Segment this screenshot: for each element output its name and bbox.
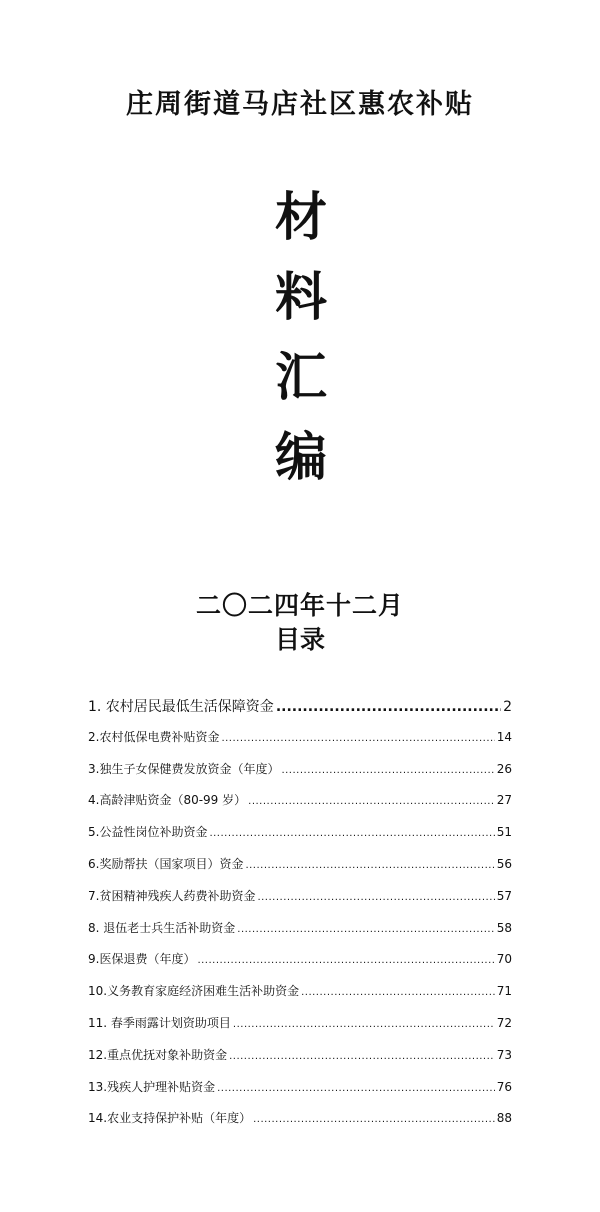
toc-entry-page: 72 — [496, 1015, 512, 1030]
toc-leader-dots — [281, 765, 494, 776]
toc-entry[interactable] — [88, 950, 512, 982]
toc-entry-page: 76 — [496, 1079, 512, 1094]
toc-entry[interactable] — [88, 823, 512, 855]
toc-entry-page: 2 — [503, 699, 512, 715]
toc-leader-dots — [237, 924, 494, 935]
toc-leader-dots — [221, 733, 494, 744]
title-char: 材 — [274, 187, 327, 248]
toc-leader-dots — [245, 860, 494, 871]
toc-leader-dots — [257, 892, 494, 903]
toc-entry[interactable] — [88, 791, 512, 823]
toc-entry-title: 2.农村低保电费补贴资金 — [88, 729, 220, 744]
toc-entry-title: 3.独生子女保健费发放资金（年度） — [88, 761, 280, 776]
toc-entry-page: 73 — [496, 1047, 512, 1062]
document-date: 二〇二四年十二月 — [195, 591, 404, 620]
toc-entry-page: 58 — [496, 920, 512, 935]
toc-entry[interactable] — [88, 1014, 512, 1046]
title-char: 编 — [274, 427, 327, 488]
title-char: 料 — [274, 267, 327, 328]
table-of-contents — [88, 696, 512, 1141]
toc-entry-title: 10.义务教育家庭经济困难生活补助资金 — [88, 984, 300, 999]
toc-entry[interactable] — [88, 855, 512, 887]
toc-entry[interactable] — [88, 1109, 512, 1141]
toc-entry-title: 7.贫困精神残疾人药费补助资金 — [88, 888, 256, 903]
toc-entry-page: 51 — [496, 825, 512, 840]
toc-entry-title: 9.医保退费（年度） — [88, 952, 196, 967]
toc-entry-page: 56 — [496, 856, 512, 871]
toc-entry-page: 71 — [496, 984, 512, 999]
toc-entry-page: 70 — [496, 952, 512, 967]
toc-leader-dots — [233, 1019, 495, 1030]
toc-leader-dots — [253, 1114, 495, 1125]
toc-entry-title: 5.公益性岗位补助资金 — [88, 825, 208, 840]
toc-entry-title: 1. 农村居民最低生活保障资金 — [88, 699, 274, 715]
document-title — [0, 178, 600, 498]
title-char: 汇 — [274, 347, 327, 408]
toc-entry[interactable] — [88, 982, 512, 1014]
toc-entry-title: 8. 退伍老士兵生活补助资金 — [88, 920, 236, 935]
toc-entry-title: 13.残疾人护理补贴资金 — [88, 1079, 216, 1094]
toc-leader-dots — [217, 1083, 495, 1094]
toc-leader-dots — [276, 699, 501, 715]
toc-heading: 目录 — [274, 625, 325, 654]
toc-entry[interactable] — [88, 760, 512, 792]
toc-leader-dots — [229, 1051, 495, 1062]
toc-entry-page: 26 — [496, 761, 512, 776]
toc-entry[interactable] — [88, 919, 512, 951]
toc-entry-page: 88 — [496, 1111, 512, 1126]
toc-leader-dots — [209, 828, 494, 839]
toc-entry-title: 12.重点优抚对象补助资金 — [88, 1047, 228, 1062]
toc-entry-title: 4.高龄津贴资金（80-99 岁） — [88, 793, 247, 808]
toc-leader-dots — [301, 987, 495, 998]
toc-entry-page: 14 — [496, 729, 512, 744]
toc-entry[interactable] — [88, 696, 512, 728]
document-subtitle: 庄周街道马店社区惠农补贴 — [126, 89, 474, 120]
toc-entry-title: 6.奖励帮扶（国家项目）资金 — [88, 856, 244, 871]
toc-entry-title: 11. 春季雨露计划资助项目 — [88, 1015, 231, 1030]
toc-entry-page: 57 — [496, 888, 512, 903]
toc-entry[interactable] — [88, 1078, 512, 1110]
toc-leader-dots — [197, 955, 494, 966]
toc-entry[interactable] — [88, 1046, 512, 1078]
toc-entry-title: 14.农业支持保护补贴（年度） — [88, 1111, 252, 1126]
toc-entry[interactable] — [88, 887, 512, 919]
toc-leader-dots — [248, 796, 495, 807]
toc-entry-page: 27 — [496, 793, 512, 808]
toc-entry[interactable] — [88, 728, 512, 760]
